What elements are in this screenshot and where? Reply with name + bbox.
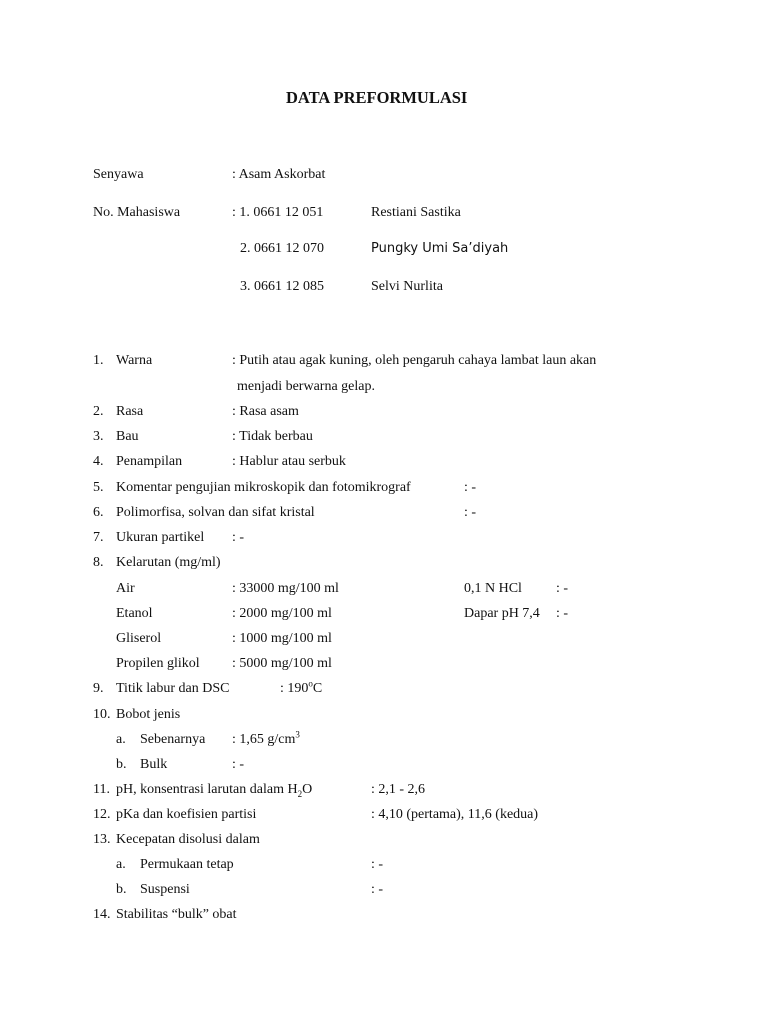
propilen-label: Propilen glikol <box>116 656 200 671</box>
suspensi-label: Suspensi <box>140 882 190 897</box>
polimorfisa-label: Polimorfisa, solvan dan sifat kristal <box>116 505 315 520</box>
sub-letter: b. <box>116 882 127 897</box>
item-number: 8. <box>93 555 104 570</box>
dapar-label: Dapar pH 7,4 <box>464 606 540 621</box>
student-nim: 2. 0661 12 070 <box>240 241 324 256</box>
item-number: 9. <box>93 681 104 696</box>
student-nim: 3. 0661 12 085 <box>240 279 324 294</box>
pka-value: : 4,10 (pertama), 11,6 (kedua) <box>371 807 539 822</box>
ukuran-label: Ukuran partikel <box>116 530 205 545</box>
warna-value-continued: menjadi berwarna gelap. <box>237 379 375 394</box>
item-number: 2. <box>93 404 104 419</box>
etanol-label: Etanol <box>116 606 153 621</box>
student-name: Pungky Umi Sa’diyah <box>371 241 509 256</box>
hcl-value: : - <box>556 581 569 596</box>
permukaan-label: Permukaan tetap <box>140 857 234 872</box>
student-name: Selvi Nurlita <box>371 279 443 294</box>
nim-label: No. Mahasiswa <box>93 205 181 220</box>
senyawa-value: : Asam Askorbat <box>232 167 326 182</box>
gliserol-value: : 1000 mg/100 ml <box>232 631 332 646</box>
sebenarnya-label: Sebenarnya <box>140 732 206 747</box>
warna-label: Warna <box>116 353 153 368</box>
komentar-value: : - <box>464 480 477 495</box>
hcl-label: 0,1 N HCl <box>464 581 522 596</box>
komentar-label: Komentar pengujian mikroskopik dan fotomikrograf <box>116 480 411 495</box>
item-number: 6. <box>93 505 104 520</box>
bulk-value: : - <box>232 757 245 772</box>
sebenarnya-value: : 1,65 $g/cm^3$ <box>232 729 300 747</box>
kelarutan-label: Kelarutan (mg/ml) <box>116 555 221 570</box>
item-number: 1. <box>93 353 104 368</box>
student-nim: : 1. 0661 12 051 <box>232 205 324 220</box>
item-number: 14. <box>93 907 111 922</box>
gliserol-label: Gliserol <box>116 631 162 646</box>
titik-label: Titik labur dan DSC <box>116 681 230 696</box>
bau-label: Bau <box>116 429 139 444</box>
pka-label: pKa dan koefisien partisi <box>116 807 257 822</box>
bobot-label: Bobot jenis <box>116 707 181 722</box>
item-number: 3. <box>93 429 104 444</box>
titik-value: : 190$^o$C <box>280 678 323 696</box>
stabilitas-label: Stabilitas “bulk” obat <box>116 907 237 922</box>
sub-letter: b. <box>116 757 127 772</box>
air-value: : 33000 mg/100 ml <box>232 581 339 596</box>
polimorfisa-value: : - <box>464 505 477 520</box>
bau-value: : Tidak berbau <box>232 429 313 444</box>
ukuran-value: : - <box>232 530 245 545</box>
rasa-value: : Rasa asam <box>232 404 299 419</box>
etanol-value: : 2000 mg/100 ml <box>232 606 332 621</box>
item-number: 10. <box>93 707 111 722</box>
air-label: Air <box>116 581 135 596</box>
disolusi-label: Kecepatan disolusi dalam <box>116 832 260 847</box>
ph-value: : 2,1 - 2,6 <box>371 782 426 797</box>
rasa-label: Rasa <box>116 404 144 419</box>
penampilan-value: : Hablur atau serbuk <box>232 454 346 469</box>
propilen-value: : 5000 mg/100 ml <box>232 656 332 671</box>
dapar-value: : - <box>556 606 569 621</box>
student-name: Restiani Sastika <box>371 205 461 220</box>
page-title: DATA PREFORMULASI <box>286 88 468 107</box>
item-number: 13. <box>93 832 111 847</box>
item-number: 7. <box>93 530 104 545</box>
sub-letter: a. <box>116 857 126 872</box>
warna-value: : Putih atau agak kuning, oleh pengaruh cahaya lambat laun akan <box>232 353 597 368</box>
permukaan-value: : - <box>371 857 384 872</box>
penampilan-label: Penampilan <box>116 454 183 469</box>
item-number: 11. <box>93 782 110 797</box>
bulk-label: Bulk <box>140 757 168 772</box>
suspensi-value: : - <box>371 882 384 897</box>
item-number: 5. <box>93 480 104 495</box>
item-number: 12. <box>93 807 111 822</box>
item-number: 4. <box>93 454 104 469</box>
sub-letter: a. <box>116 732 126 747</box>
ph-label: pH, konsentrasi larutan dalam $H_2O$ <box>116 782 313 799</box>
senyawa-label: Senyawa <box>93 167 144 182</box>
